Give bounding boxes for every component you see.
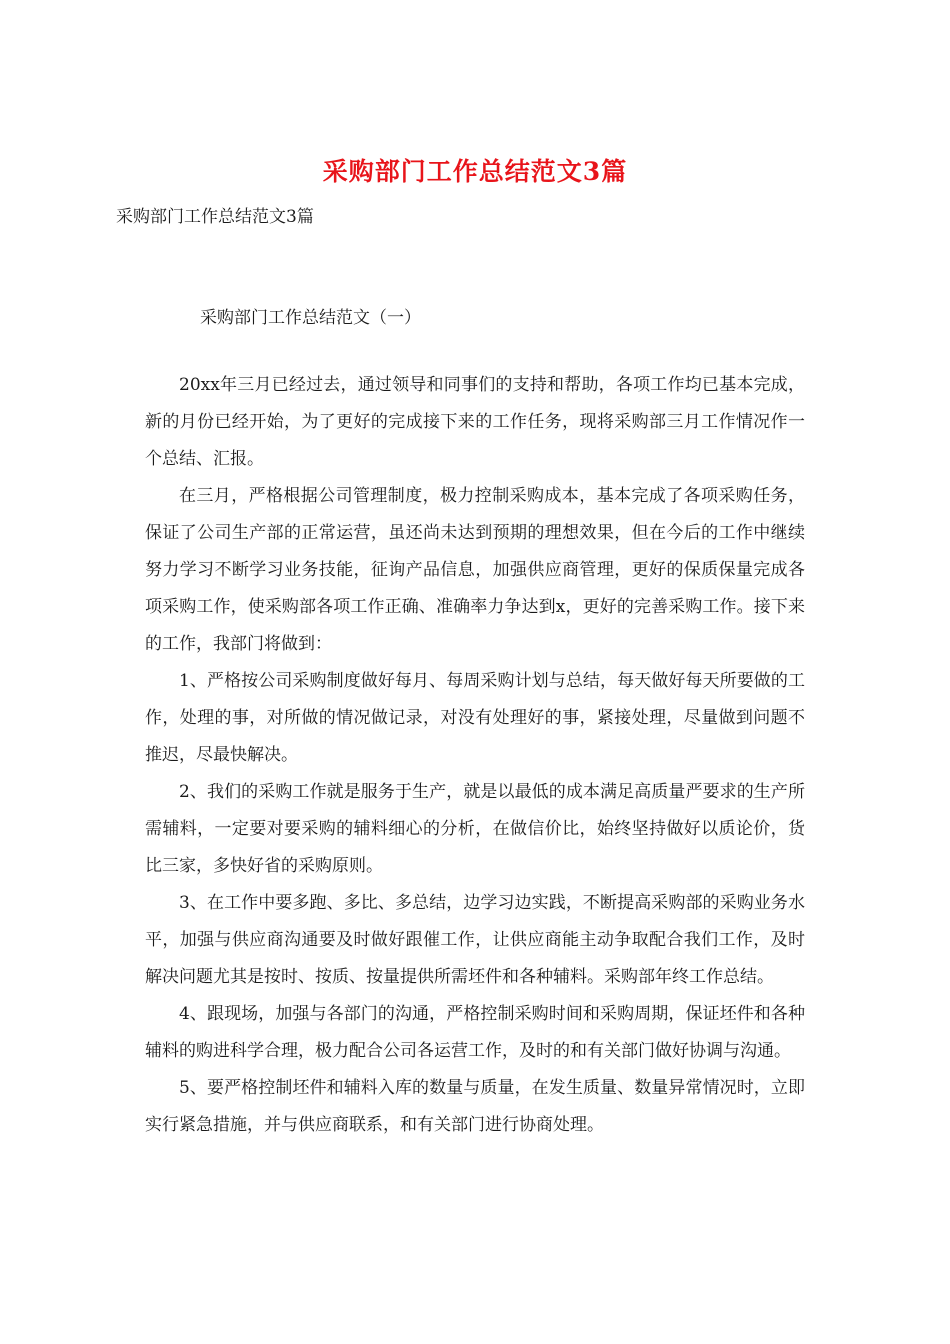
list-item-2: 2、我们的采购工作就是服务于生产，就是以最低的成本满足高质量严要求的生产所需辅料，一定要对要采购的辅料细心的分析，在做信价比，始终坚持做好以质论价，货比三家，多快好省的采购原则。: [145, 782, 805, 876]
document-body: [145, 367, 805, 1144]
list-item-5: 5、要严格控制坯件和辅料入库的数量与质量，在发生质量、数量异常情况时，立即实行紧急措施，并与供应商联系，和有关部门进行协商处理。: [145, 1078, 805, 1135]
document-subtitle: 采购部门工作总结范文3篇: [116, 207, 314, 227]
list-item-1: 1、严格按公司采购制度做好每月、每周采购计划与总结，每天做好每天所要做的工作，处理的事，对所做的情况做记录，对没有处理好的事，紧接处理，尽量做到问题不推迟，尽最快解决。: [145, 671, 805, 765]
section-heading: 采购部门工作总结范文（一）: [200, 308, 421, 328]
list-item-3: 3、在工作中要多跑、多比、多总结，边学习边实践，不断提高采购部的采购业务水平，加强与供应商沟通要及时做好跟催工作，让供应商能主动争取配合我们工作，及时解决问题尤其是按时、按质、按量提供所需坯件和各种辅料。采购部年终工作总结。: [145, 893, 805, 987]
body-paragraph: 在三月，严格根据公司管理制度，极力控制采购成本，基本完成了各项采购任务，保证了公司生产部的正常运营，虽还尚未达到预期的理想效果，但在今后的工作中继续努力学习不断学习业务技能，征询产品信息，加强供应商管理，更好的保质保量完成各项采购工作，使采购部各项工作正确、准确率力争达到x，更好的完善采购工作。接下来的工作，我部门将做到：: [145, 486, 805, 654]
body-paragraph: 20xx年三月已经过去，通过领导和同事们的支持和帮助，各项工作均已基本完成，新的月份已经开始，为了更好的完成接下来的工作任务，现将采购部三月工作情况作一个总结、汇报。: [145, 375, 805, 469]
document-title: 采购部门工作总结范文3篇: [322, 157, 628, 186]
list-item-4: 4、跟现场，加强与各部门的沟通，严格控制采购时间和采购周期，保证坯件和各种辅料的购进科学合理，极力配合公司各运营工作，及时的和有关部门做好协调与沟通。: [145, 1004, 805, 1061]
